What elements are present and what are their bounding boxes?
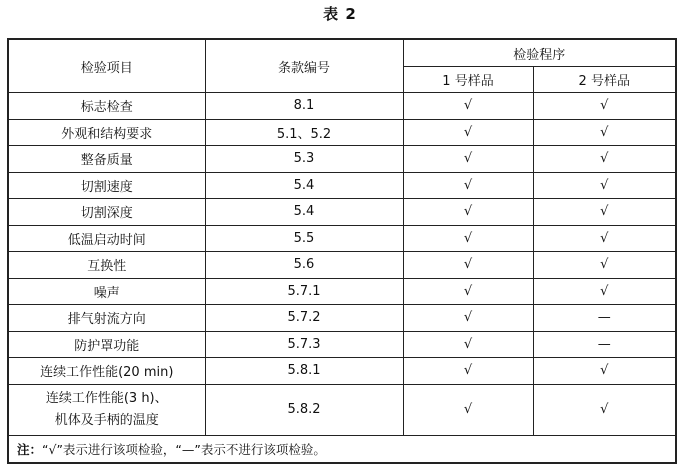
row-clause: 5.6	[205, 252, 403, 279]
row-sample1-mark: √	[403, 278, 533, 305]
row-sample1-mark: √	[403, 358, 533, 385]
row-clause: 5.8.2	[205, 384, 403, 435]
row-item-line2: 机体及手柄的温度	[54, 412, 159, 428]
table-row	[8, 119, 676, 146]
header-procedure: 检验程序	[403, 39, 676, 67]
header-item: 检验项目	[8, 39, 205, 93]
row-sample1-mark: √	[403, 331, 533, 358]
row-sample1-mark: √	[403, 252, 533, 279]
row-sample2-mark: √	[533, 172, 676, 199]
row-sample1-mark: √	[403, 199, 533, 226]
note-row	[8, 435, 676, 463]
row-clause: 5.8.1	[205, 358, 403, 385]
row-item: 噪声	[8, 278, 205, 305]
table-row-last	[8, 384, 676, 435]
row-sample1-mark: √	[403, 305, 533, 332]
row-clause: 5.1、5.2	[205, 119, 403, 146]
table-row	[8, 358, 676, 385]
row-sample1-mark: √	[403, 119, 533, 146]
row-sample1-mark: √	[403, 225, 533, 252]
row-clause: 5.7.1	[205, 278, 403, 305]
row-sample2-mark: √	[533, 225, 676, 252]
row-item: 标志检查	[8, 93, 205, 120]
row-sample2-mark: —	[533, 305, 676, 332]
row-clause: 5.4	[205, 199, 403, 226]
table-row	[8, 278, 676, 305]
row-clause: 5.7.2	[205, 305, 403, 332]
row-item: 整备质量	[8, 146, 205, 173]
header-clause: 条款编号	[205, 39, 403, 93]
row-sample2-mark: √	[533, 199, 676, 226]
row-sample2-mark: √	[533, 146, 676, 173]
row-item: 切割速度	[8, 172, 205, 199]
row-item: 连续工作性能(20 min)	[8, 358, 205, 385]
row-sample1-mark: √	[403, 93, 533, 120]
table-row	[8, 225, 676, 252]
row-sample1-mark: √	[403, 146, 533, 173]
table-row	[8, 305, 676, 332]
table-title: 表 2	[323, 5, 357, 23]
header-sample2: 2 号样品	[533, 67, 676, 93]
header-sample1: 1 号样品	[403, 67, 533, 93]
header-row-1	[8, 39, 676, 67]
table-row	[8, 93, 676, 120]
row-clause: 5.5	[205, 225, 403, 252]
row-clause: 8.1	[205, 93, 403, 120]
row-item: 互换性	[8, 252, 205, 279]
row-item: 切割深度	[8, 199, 205, 226]
row-sample2-mark: —	[533, 331, 676, 358]
row-item: 防护罩功能	[8, 331, 205, 358]
note-cell	[8, 435, 676, 463]
row-sample2-mark: √	[533, 278, 676, 305]
table-row	[8, 199, 676, 226]
row-item: 低温启动时间	[8, 225, 205, 252]
table-row	[8, 252, 676, 279]
row-item: 排气射流方向	[8, 305, 205, 332]
note-text: “√”表示进行该项检验，“—”表示不进行该项检验。	[42, 441, 326, 457]
row-sample1-mark: √	[403, 172, 533, 199]
row-sample2-mark: √	[533, 384, 676, 435]
table-row	[8, 172, 676, 199]
row-sample1-mark: √	[403, 384, 533, 435]
table-row	[8, 331, 676, 358]
row-clause: 5.3	[205, 146, 403, 173]
row-item-line1: 连续工作性能(3 h)、	[45, 390, 168, 406]
row-sample2-mark: √	[533, 119, 676, 146]
inspection-table	[7, 38, 677, 464]
row-clause: 5.4	[205, 172, 403, 199]
row-sample2-mark: √	[533, 93, 676, 120]
row-sample2-mark: √	[533, 358, 676, 385]
row-item: 外观和结构要求	[8, 119, 205, 146]
table-row	[8, 146, 676, 173]
note-label: 注：	[17, 441, 43, 457]
row-item	[8, 384, 205, 435]
row-clause: 5.7.3	[205, 331, 403, 358]
row-sample2-mark: √	[533, 252, 676, 279]
